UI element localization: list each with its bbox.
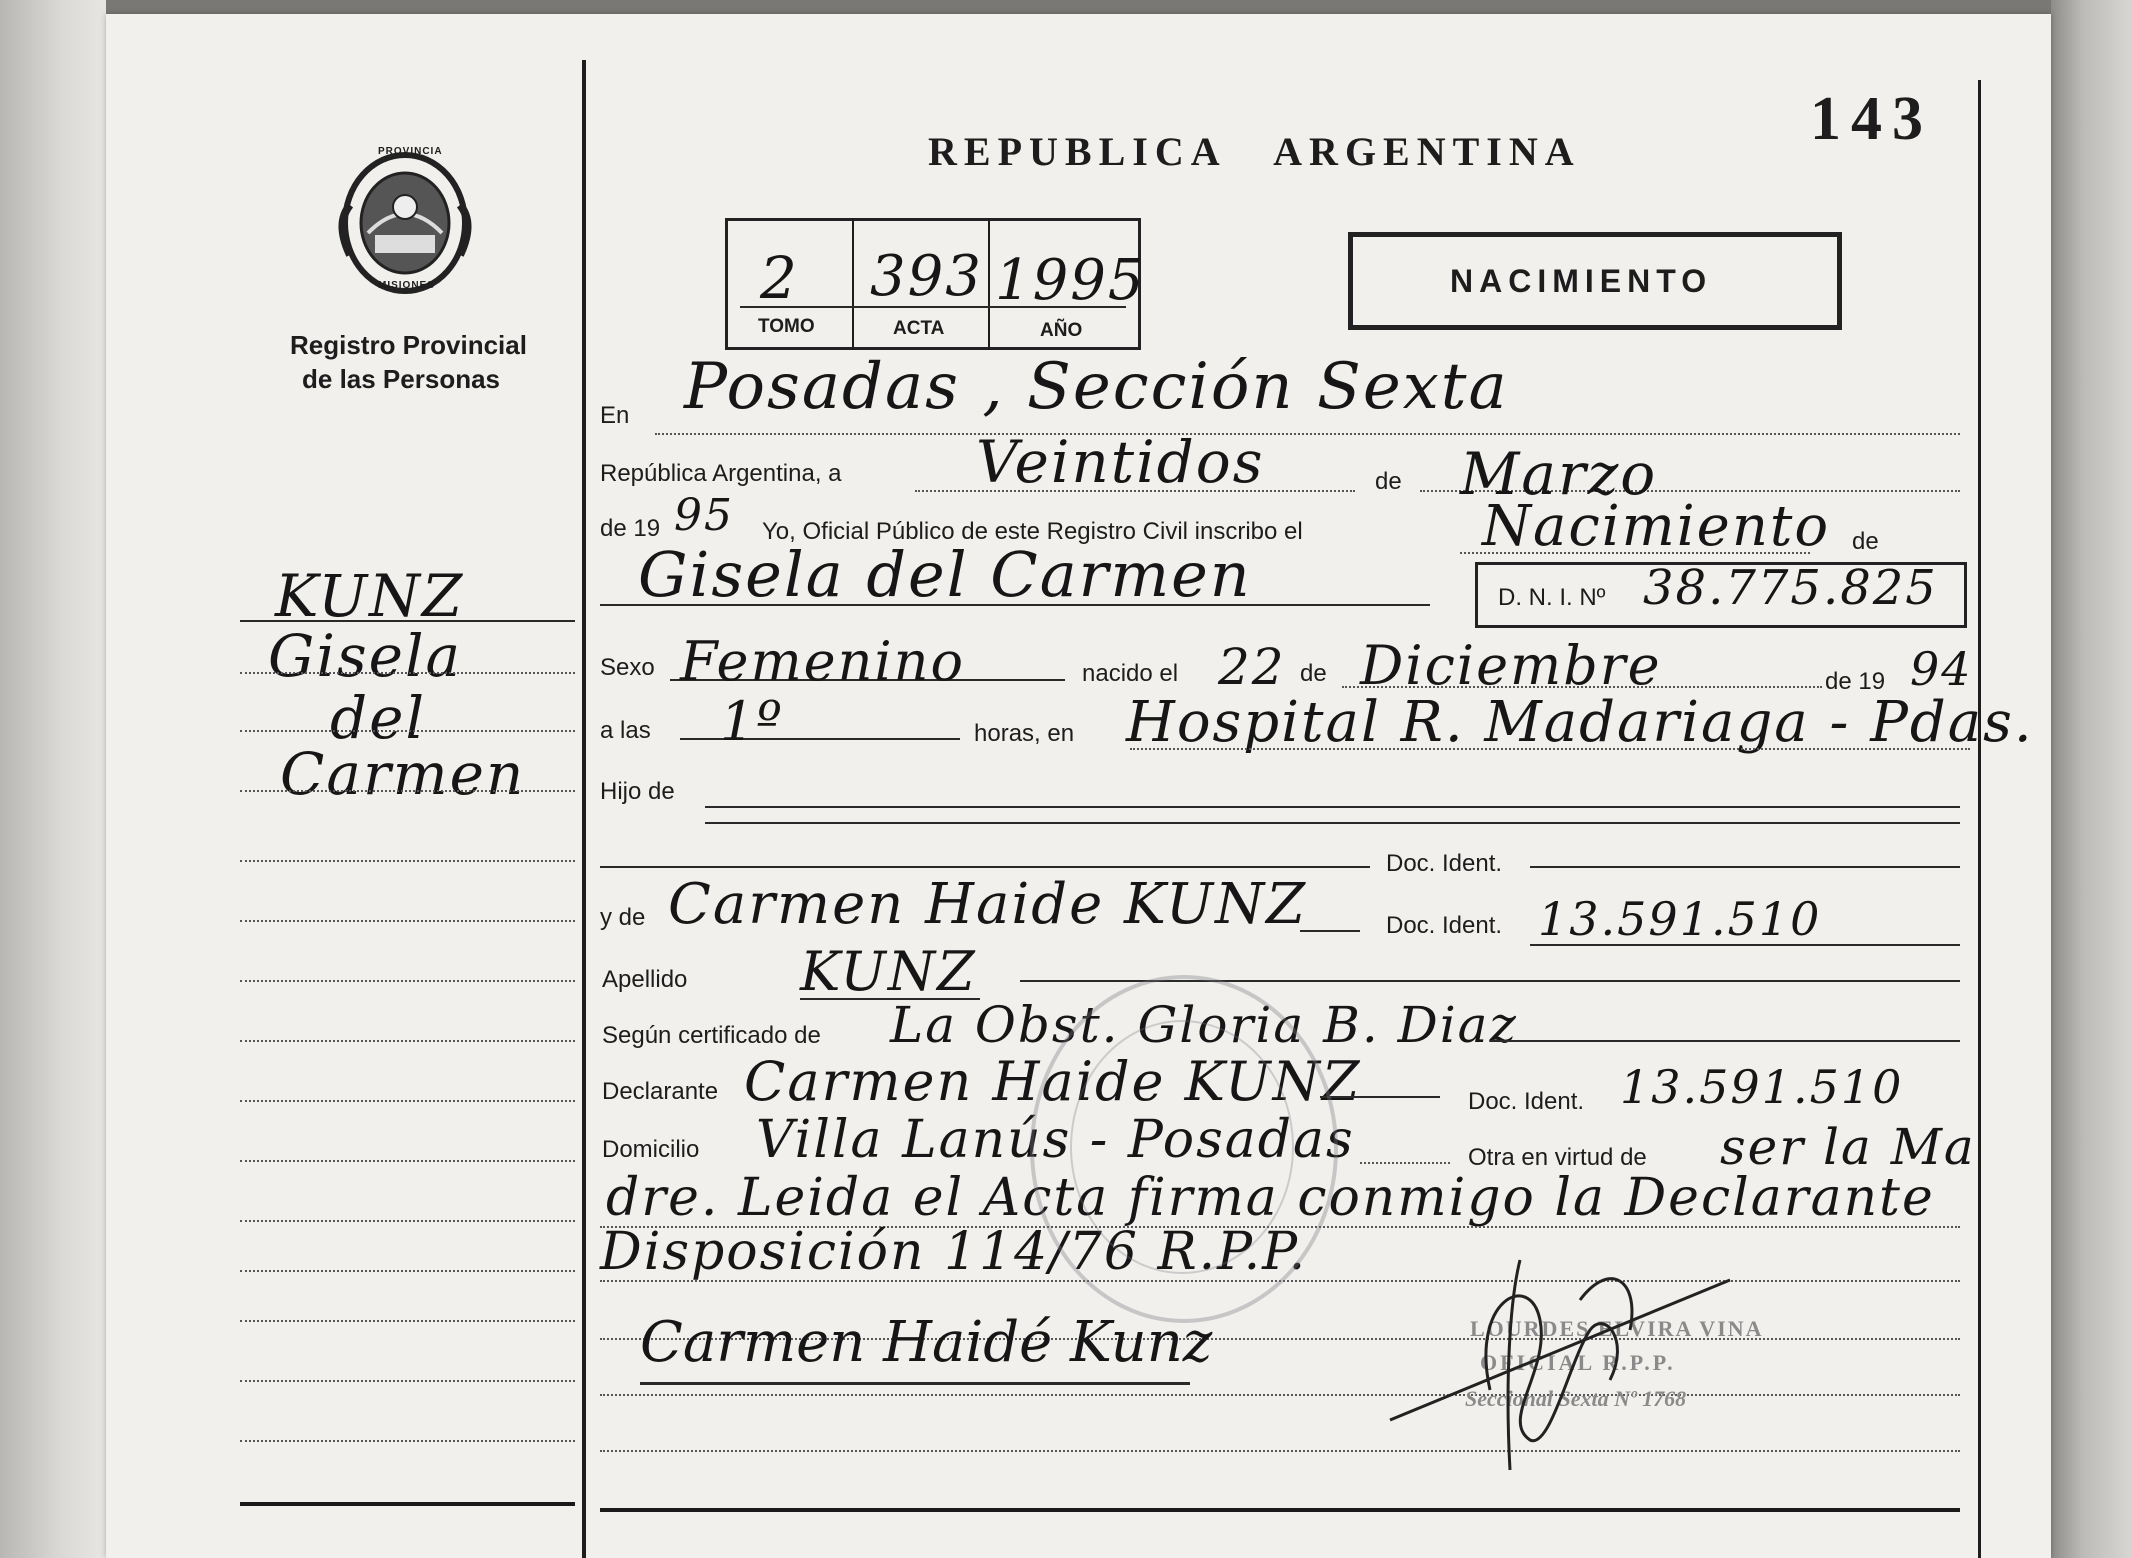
- registry-name-line2: de las Personas: [302, 364, 500, 394]
- father-doc-value-line: [1530, 866, 1960, 868]
- doc-ident-label-2: Doc. Ident.: [1386, 912, 1503, 939]
- en-line: [655, 433, 1960, 435]
- tomo-value: 2: [760, 244, 799, 312]
- year-prefix: de 19: [600, 515, 661, 542]
- doc-ident-label-3: Doc. Ident.: [1468, 1088, 1585, 1115]
- binding-left-edge: [0, 0, 106, 1558]
- declarante-doc: 13.591.510: [1620, 1060, 1904, 1114]
- margin-line: [240, 1100, 575, 1102]
- birth-day: 22: [1218, 638, 1286, 696]
- margin-line: [240, 1270, 575, 1272]
- de19-label: de 19: [1825, 668, 1886, 695]
- signature-underline: [640, 1382, 1190, 1385]
- domicilio-line: [1360, 1162, 1450, 1164]
- year-value: 95: [674, 490, 734, 541]
- margin-line: [240, 860, 575, 862]
- column-divider: [582, 60, 586, 1558]
- ano-label: AÑO: [1040, 320, 1083, 341]
- en-value: Posadas , Sección Sexta: [684, 350, 1509, 424]
- doc-ident-label: Doc. Ident.: [1386, 850, 1503, 877]
- apellido-label: Apellido: [602, 966, 688, 993]
- otra-value-1: ser la Ma: [1720, 1118, 1976, 1176]
- sexo-label: Sexo: [600, 654, 655, 681]
- provincial-seal-icon: [330, 145, 480, 300]
- hijo-label: Hijo de: [600, 778, 675, 805]
- acta-value: 393: [870, 244, 983, 309]
- officer-stamp-line1: LOURDES ELVIRA VINA: [1470, 1316, 1764, 1341]
- record-box-divider: [852, 218, 854, 350]
- event-value: Nacimiento: [1482, 494, 1831, 559]
- record-box-divider: [988, 218, 990, 350]
- margin-first-name: Gisela: [268, 622, 463, 690]
- seal-bottom-text: MISIONES: [378, 280, 435, 291]
- margin-middle-name-2: Carmen: [280, 740, 526, 808]
- mother-doc: 13.591.510: [1538, 892, 1822, 946]
- margin-line: [240, 1320, 575, 1322]
- mother-line: [1300, 930, 1360, 932]
- margin-line: [240, 1502, 575, 1506]
- nacido-label: nacido el: [1082, 660, 1179, 687]
- margin-line: [240, 1220, 575, 1222]
- signature-line: [600, 1508, 1960, 1512]
- hour-value: 1º: [720, 690, 784, 753]
- margin-line: [240, 620, 575, 622]
- margin-line: [240, 1440, 575, 1442]
- declarante-value: Carmen Haide KUNZ: [744, 1050, 1362, 1113]
- place-line: [1130, 748, 1970, 750]
- registry-round-stamp-inner: [1070, 1020, 1294, 1274]
- ano-value: 1995: [995, 248, 1146, 313]
- registry-name-line1: Registro Provincial: [290, 330, 527, 360]
- a-las-label: a las: [600, 717, 651, 744]
- registrar-statement: Yo, Oficial Público de este Registro Civil inscribo el: [762, 518, 1303, 545]
- segun-label: Según certificado de: [602, 1022, 821, 1049]
- day-value: Veintidos: [976, 428, 1265, 496]
- apellido-value: KUNZ: [800, 940, 977, 1003]
- father-line-2: [705, 822, 1960, 824]
- acta-label: ACTA: [893, 318, 945, 339]
- horas-label: horas, en: [974, 720, 1075, 747]
- mother-name: Carmen Haide KUNZ: [668, 872, 1307, 937]
- page-number: 143: [1810, 85, 1933, 153]
- segun-value: La Obst. Gloria B. Diaz: [890, 996, 1518, 1054]
- republica-label: República Argentina, a: [600, 460, 842, 487]
- seal-top-text: PROVINCIA: [378, 146, 443, 157]
- binding-right-edge: [2051, 0, 2131, 1558]
- de-label: de: [1375, 468, 1402, 495]
- margin-line: [240, 790, 575, 792]
- birth-place: Hospital R. Madariaga - Pdas.: [1126, 690, 2034, 755]
- country-title: REPUBLICA ARGENTINA: [928, 129, 1581, 174]
- margin-line: [240, 1160, 575, 1162]
- officer-signature-icon: [1380, 1240, 1740, 1480]
- birth-month: Diciembre: [1360, 634, 1662, 697]
- event-line: [1460, 552, 1810, 554]
- name-line: [600, 604, 1430, 606]
- father-doc-line: [600, 866, 1370, 868]
- person-name: Gisela del Carmen: [638, 538, 1252, 611]
- margin-surname: KUNZ: [275, 562, 465, 630]
- domicilio-label: Domicilio: [602, 1136, 700, 1163]
- de-label-2: de: [1852, 528, 1879, 555]
- margin-line: [240, 1380, 575, 1382]
- month-value: Marzo: [1460, 440, 1658, 508]
- officer-stamp-line3: Seccional Sexta Nº 1768: [1465, 1386, 1687, 1411]
- record-type-label: NACIMIENTO: [1450, 263, 1713, 299]
- declarante-label: Declarante: [602, 1078, 719, 1105]
- margin-line: [240, 1040, 575, 1042]
- mother-doc-line: [1530, 944, 1960, 946]
- de-label-3: de: [1300, 660, 1327, 687]
- tomo-label: TOMO: [758, 316, 815, 337]
- birth-year: 94: [1910, 642, 1973, 696]
- page-top-edge: [106, 0, 2051, 14]
- domicilio-value: Villa Lanús - Posadas: [756, 1110, 1355, 1170]
- officer-stamp-line2: OFICIAL R.P.P.: [1480, 1350, 1676, 1375]
- otra-value-2: dre. Leida el Acta firma conmigo la Declarante: [606, 1168, 1935, 1228]
- declarante-line: [1320, 1096, 1440, 1098]
- dni-value: 38.775.825: [1643, 560, 1938, 616]
- otra-label: Otra en virtud de: [1468, 1144, 1647, 1171]
- signature-line: [600, 1450, 1960, 1452]
- margin-line: [240, 980, 575, 982]
- signature-line: [600, 1394, 1960, 1396]
- y-de-label: y de: [600, 904, 646, 931]
- margin-line: [240, 672, 575, 674]
- margin-middle-name-1: del: [330, 684, 427, 752]
- en-label: En: [600, 402, 630, 429]
- sexo-value: Femenino: [680, 630, 965, 693]
- declarant-signature: Carmen Haidé Kunz: [640, 1310, 1213, 1375]
- dni-label: D. N. I. Nº: [1498, 584, 1606, 611]
- segun-line: [1490, 1040, 1960, 1042]
- margin-line: [240, 730, 575, 732]
- father-line: [705, 806, 1960, 808]
- otra-value-3: Disposición 114/76 R.P.P.: [600, 1222, 1308, 1282]
- margin-line: [240, 920, 575, 922]
- right-margin-rule: [1978, 80, 1981, 1558]
